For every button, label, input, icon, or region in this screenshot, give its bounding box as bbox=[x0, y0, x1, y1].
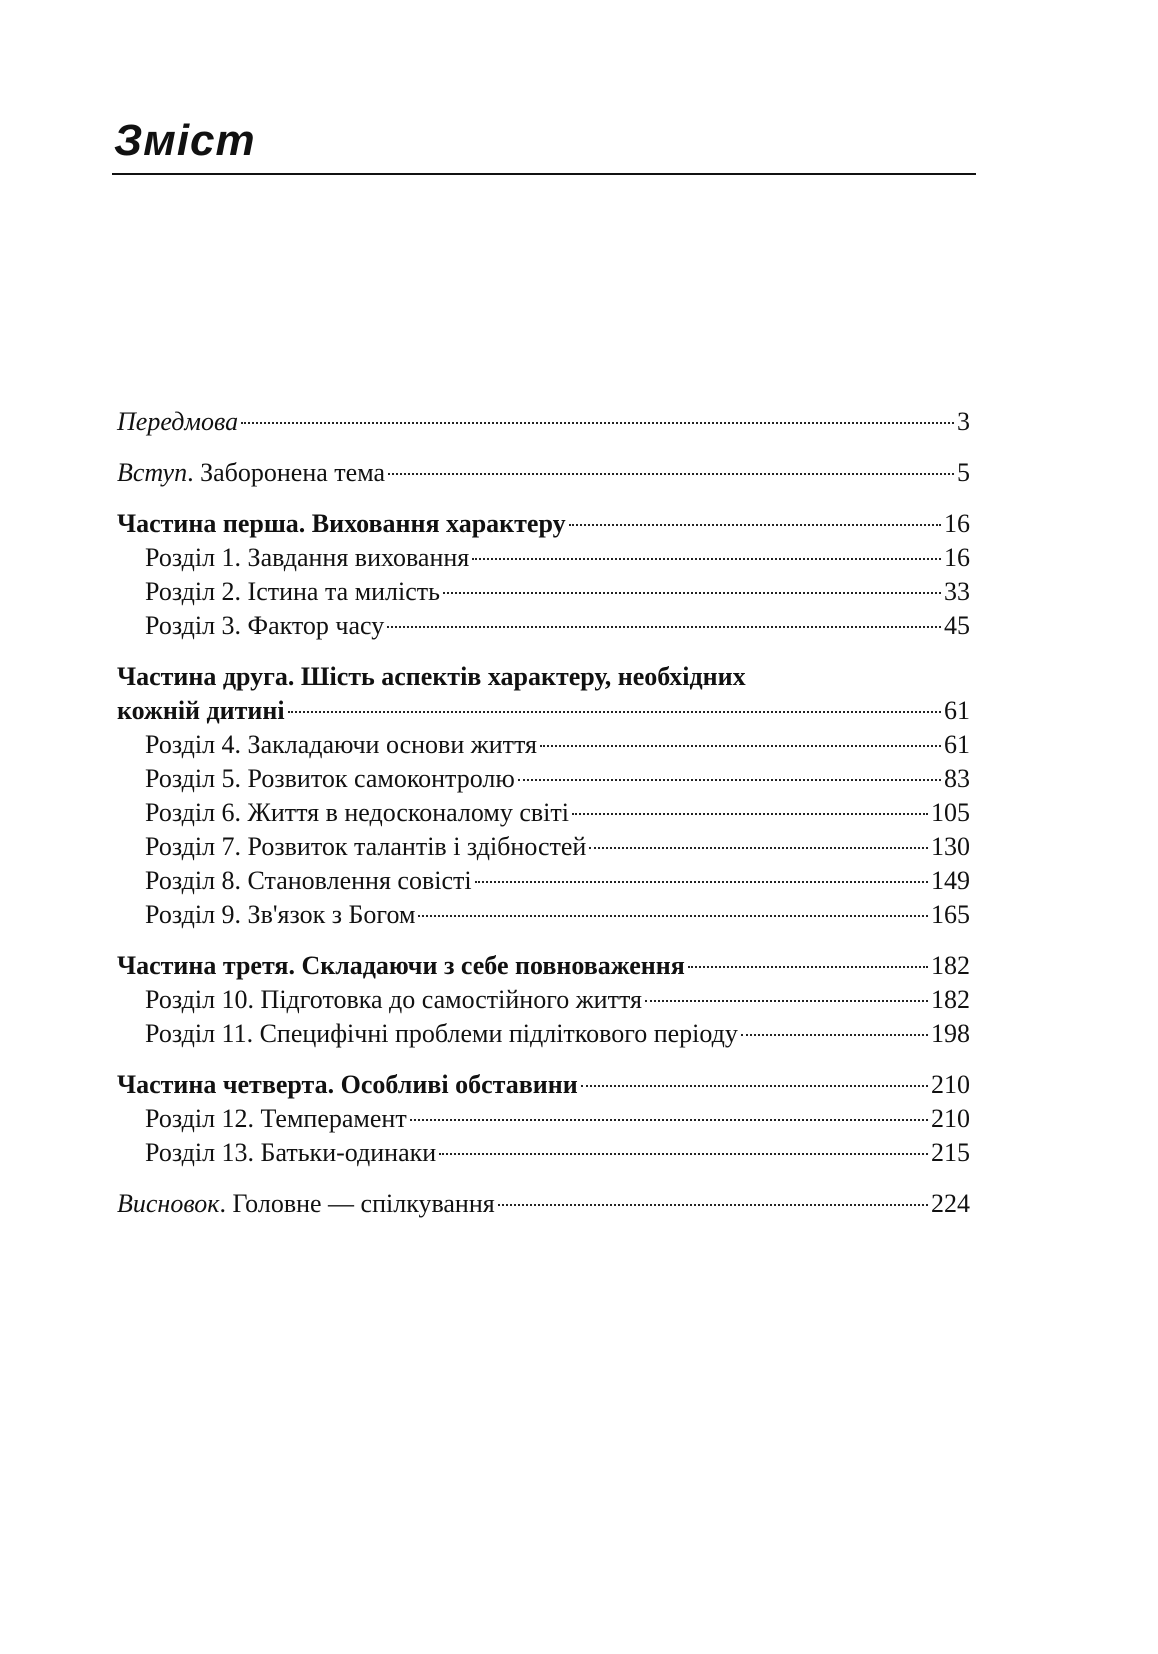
entry-text: Розділ 7. Розвиток талантів і здібностей bbox=[145, 832, 587, 861]
entry-title bbox=[145, 898, 415, 932]
entry-prefix: Передмова bbox=[117, 407, 239, 436]
toc-chapter-entry[interactable] bbox=[117, 830, 970, 864]
toc-chapter-entry[interactable] bbox=[117, 796, 970, 830]
table-of-contents bbox=[117, 405, 970, 1221]
entry-text: Частина четверта. Особливі обставини bbox=[117, 1070, 578, 1099]
dot-leader bbox=[741, 1034, 928, 1036]
entry-text: Розділ 5. Розвиток самоконтролю bbox=[145, 764, 515, 793]
dot-leader bbox=[688, 966, 928, 968]
entry-text: . Головне — спілкування bbox=[219, 1189, 495, 1218]
entry-title bbox=[117, 949, 685, 983]
page-number: 165 bbox=[931, 900, 970, 929]
dot-leader bbox=[569, 524, 941, 526]
page-number: 182 bbox=[931, 951, 970, 980]
page-number: 210 bbox=[931, 1070, 970, 1099]
dot-leader bbox=[589, 847, 928, 849]
entry-title bbox=[117, 507, 566, 541]
page-number: 149 bbox=[931, 866, 970, 895]
dot-leader bbox=[472, 558, 941, 560]
dot-leader bbox=[288, 711, 941, 713]
toc-chapter-entry[interactable] bbox=[117, 864, 970, 898]
entry-title bbox=[117, 660, 746, 694]
entry-text: Розділ 6. Життя в недосконалому світі bbox=[145, 798, 569, 827]
dot-leader bbox=[645, 1000, 928, 1002]
entry-text: Частина третя. Складаючи з себе повноваження bbox=[117, 951, 685, 980]
entry-text: Розділ 13. Батьки-одинаки bbox=[145, 1138, 437, 1167]
page-number: 130 bbox=[931, 832, 970, 861]
toc-chapter-entry[interactable] bbox=[117, 1017, 970, 1051]
entry-title bbox=[117, 1187, 495, 1221]
toc-part-entry[interactable] bbox=[117, 507, 970, 541]
page-number: 182 bbox=[931, 985, 970, 1014]
dot-leader bbox=[410, 1119, 928, 1121]
toc-front-entry[interactable] bbox=[117, 456, 970, 490]
title-rule bbox=[112, 173, 976, 175]
entry-title bbox=[145, 609, 384, 643]
entry-title bbox=[117, 1068, 578, 1102]
entry-text: Розділ 4. Закладаючи основи життя bbox=[145, 730, 537, 759]
entry-text: Розділ 12. Темперамент bbox=[145, 1104, 407, 1133]
entry-prefix: Висновок bbox=[117, 1189, 220, 1218]
toc-chapter-entry[interactable] bbox=[117, 728, 970, 762]
dot-leader bbox=[388, 473, 954, 475]
page-number: 105 bbox=[931, 798, 970, 827]
toc-chapter-entry[interactable] bbox=[117, 541, 970, 575]
entry-title bbox=[117, 694, 285, 728]
entry-prefix: Вступ bbox=[117, 458, 188, 487]
page-number: 224 bbox=[931, 1189, 970, 1218]
dot-leader bbox=[443, 592, 941, 594]
dot-leader bbox=[518, 779, 941, 781]
entry-text: Розділ 11. Специфічні проблеми підліткового періоду bbox=[145, 1019, 738, 1048]
page-number: 45 bbox=[944, 611, 970, 640]
entry-title bbox=[145, 728, 537, 762]
entry-text: Частина перша. Виховання характеру bbox=[117, 509, 566, 538]
dot-leader bbox=[572, 813, 928, 815]
entry-title bbox=[145, 575, 440, 609]
entry-title bbox=[117, 405, 238, 439]
page-number: 33 bbox=[944, 577, 970, 606]
entry-title bbox=[145, 541, 469, 575]
entry-title bbox=[117, 456, 385, 490]
entry-text: Розділ 8. Становлення совісті bbox=[145, 866, 472, 895]
entry-text: Розділ 9. Зв'язок з Богом bbox=[145, 900, 416, 929]
entry-title bbox=[145, 762, 515, 796]
toc-part-entry[interactable] bbox=[117, 1068, 970, 1102]
entry-text: кожній дитині bbox=[117, 696, 285, 725]
dot-leader bbox=[387, 626, 941, 628]
entry-text: Розділ 10. Підготовка до самостійного життя bbox=[145, 985, 642, 1014]
toc-chapter-entry[interactable] bbox=[117, 609, 970, 643]
entry-text: Розділ 2. Істина та милість bbox=[145, 577, 441, 606]
page-number: 215 bbox=[931, 1138, 970, 1167]
dot-leader bbox=[540, 745, 941, 747]
entry-title bbox=[145, 864, 472, 898]
page-number: 83 bbox=[944, 764, 970, 793]
page-number: 5 bbox=[957, 458, 970, 487]
toc-chapter-entry[interactable] bbox=[117, 1136, 970, 1170]
page-title: Зміст bbox=[114, 116, 256, 165]
toc-chapter-entry[interactable] bbox=[117, 762, 970, 796]
toc-front-entry[interactable] bbox=[117, 1187, 970, 1221]
dot-leader bbox=[498, 1204, 928, 1206]
dot-leader bbox=[581, 1085, 928, 1087]
page-number: 16 bbox=[944, 509, 970, 538]
toc-chapter-entry[interactable] bbox=[117, 575, 970, 609]
entry-title bbox=[145, 796, 569, 830]
toc-chapter-entry[interactable] bbox=[117, 983, 970, 1017]
page-number: 3 bbox=[957, 407, 970, 436]
page-number: 61 bbox=[944, 730, 970, 759]
entry-text: Розділ 3. Фактор часу bbox=[145, 611, 385, 640]
dot-leader bbox=[418, 915, 928, 917]
page-number: 210 bbox=[931, 1104, 970, 1133]
entry-title bbox=[145, 983, 642, 1017]
dot-leader bbox=[475, 881, 928, 883]
page-number: 16 bbox=[944, 543, 970, 572]
toc-part-entry[interactable] bbox=[117, 949, 970, 983]
toc-front-entry[interactable] bbox=[117, 405, 970, 439]
entry-title bbox=[145, 830, 586, 864]
entry-title bbox=[145, 1102, 407, 1136]
toc-part-entry[interactable] bbox=[117, 660, 970, 694]
dot-leader bbox=[439, 1153, 928, 1155]
dot-leader bbox=[241, 422, 954, 424]
toc-chapter-entry[interactable] bbox=[117, 1102, 970, 1136]
entry-title bbox=[145, 1136, 436, 1170]
page-number: 198 bbox=[931, 1019, 970, 1048]
toc-chapter-entry[interactable] bbox=[117, 898, 970, 932]
toc-part-entry[interactable] bbox=[117, 694, 970, 728]
entry-text: . Заборонена тема bbox=[187, 458, 386, 487]
page-number: 61 bbox=[944, 696, 970, 725]
entry-text: Частина друга. Шість аспектів характеру, необхідних bbox=[117, 662, 746, 691]
entry-title bbox=[145, 1017, 738, 1051]
entry-text: Розділ 1. Завдання виховання bbox=[145, 543, 470, 572]
